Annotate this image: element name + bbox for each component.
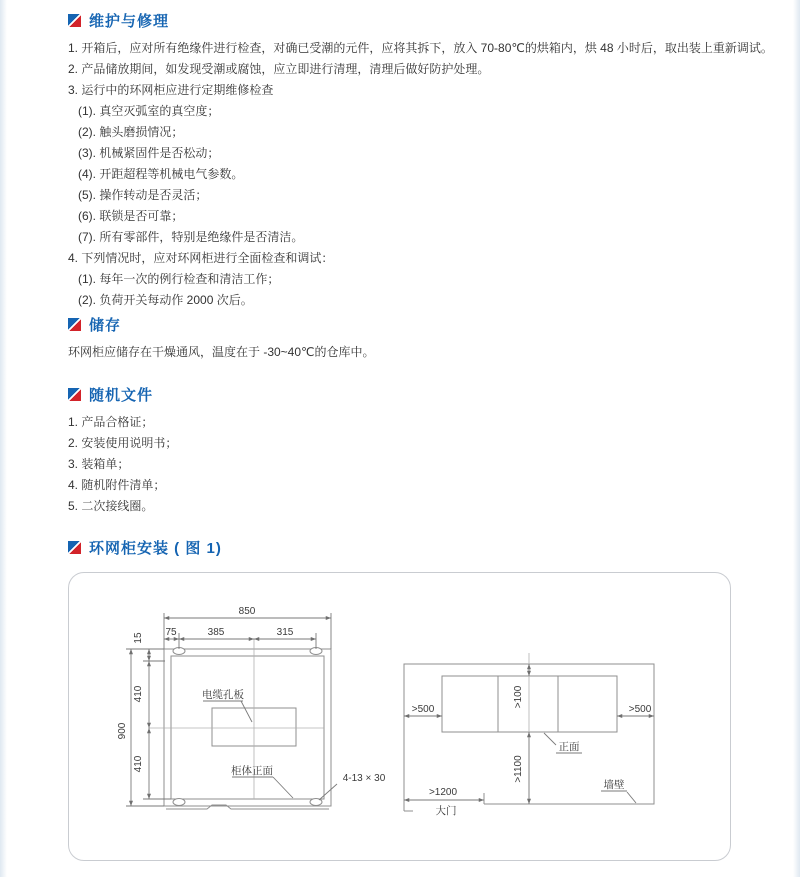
base-plate-outline (164, 649, 331, 806)
storage-body (68, 342, 375, 363)
clearance-front-label: >1100 (513, 755, 524, 783)
mount-slot (173, 799, 185, 806)
slot-label-leader (319, 784, 337, 800)
section-marker-icon (68, 318, 81, 331)
installation-figure (68, 572, 731, 861)
door-label: 大门 (435, 805, 457, 817)
list-item: 3. 运行中的环网柜应进行定期维修检查 (68, 83, 274, 97)
list-item: (1). 真空灭弧室的真空度； (78, 104, 220, 118)
section-header-installation (68, 537, 222, 557)
dim-315-label: 315 (276, 627, 294, 638)
list-item: 1. 产品合格证； (68, 415, 154, 429)
foundation-plan-dims (126, 613, 337, 806)
documents-list (68, 412, 177, 517)
cabinet-outline (171, 656, 324, 799)
list-item: (6). 联锁是否可靠； (78, 209, 184, 223)
front-label-leader (273, 777, 293, 798)
section-title: 维护与修理 (89, 12, 170, 30)
front-face-label: 正面 (558, 741, 580, 753)
dim-75-label: 75 (165, 627, 177, 638)
section-header-storage (68, 314, 121, 334)
dim-410-upper-label: 410 (133, 685, 144, 703)
list-item: (7). 所有零部件，特别是绝缘件是否清洁。 (78, 230, 304, 244)
door-width-label: >1200 (428, 787, 458, 798)
section-header-maintenance (68, 10, 169, 30)
list-item: 2. 安装使用说明书； (68, 436, 178, 450)
list-item: (2). 负荷开关每动作 2000 次后。 (78, 293, 253, 307)
dim-410-lower-label: 410 (133, 755, 144, 773)
section-title: 储存 (89, 316, 122, 334)
section-marker-icon (68, 541, 81, 554)
clearance-back-label: >100 (513, 685, 524, 709)
list-item: (2). 触头磨损情况； (78, 125, 184, 139)
list-item: (1). 每年一次的例行检查和清洁工作； (78, 272, 280, 286)
wall-label: 墙壁 (603, 779, 625, 791)
section-marker-icon (68, 388, 81, 401)
section-marker-icon (68, 14, 81, 27)
foundation-plan-labels (117, 606, 386, 784)
front-face-leader (544, 733, 556, 745)
list-item: 2. 产品储放期间，如发现受潮或腐蚀，应立即进行清理，清理后做好防护处理。 (68, 62, 490, 76)
cable-label-leader (241, 701, 252, 722)
section-title: 随机文件 (89, 386, 154, 404)
wall-label-leader (627, 792, 636, 803)
dim-900-label: 900 (117, 722, 128, 740)
maintenance-list (68, 38, 773, 311)
slot-size-label: 4-13 × 30 (342, 773, 386, 784)
installation-figure-svg (69, 573, 732, 862)
section-header-documents (68, 384, 153, 404)
section-title: 环网柜安装 ( 图 1) (89, 539, 222, 557)
cable-plate-label: 电缆孔板 (202, 689, 244, 701)
page-edge-left (0, 0, 7, 877)
list-item: 5. 二次接线圈。 (68, 499, 154, 513)
mount-slot (310, 799, 322, 806)
room-layout-labels (412, 685, 652, 817)
cabinet-front-label: 柜体正面 (231, 765, 273, 777)
dim-850-label: 850 (238, 606, 256, 617)
list-item: 1. 开箱后，应对所有绝缘件进行检查，对确已受潮的元件，应将其拆下，放入 70-80℃的烘箱内，烘 48 小时后，取出装上重新调试。 (68, 41, 773, 55)
list-item: 3. 装箱单； (68, 457, 130, 471)
list-item: 4. 下列情况时，应对环网柜进行全面检查和调试： (68, 251, 334, 265)
foundation-plan-diagram (149, 639, 331, 809)
list-item: (5). 操作转动是否灵活； (78, 188, 208, 202)
list-item: (3). 机械紧固件是否松动； (78, 146, 220, 160)
paragraph: 环网柜应储存在干燥通风，温度在于 -30~40℃的仓库中。 (68, 345, 375, 359)
list-item: (4). 开距超程等机械电气参数。 (78, 167, 244, 181)
dim-385-label: 385 (207, 627, 225, 638)
list-item: 4. 随机附件清单； (68, 478, 166, 492)
dim-15-label: 15 (133, 632, 144, 644)
page-edge-right (793, 0, 800, 877)
clearance-left-label: >500 (411, 704, 435, 715)
cabinet-row (442, 676, 617, 732)
clearance-right-label: >500 (628, 704, 652, 715)
